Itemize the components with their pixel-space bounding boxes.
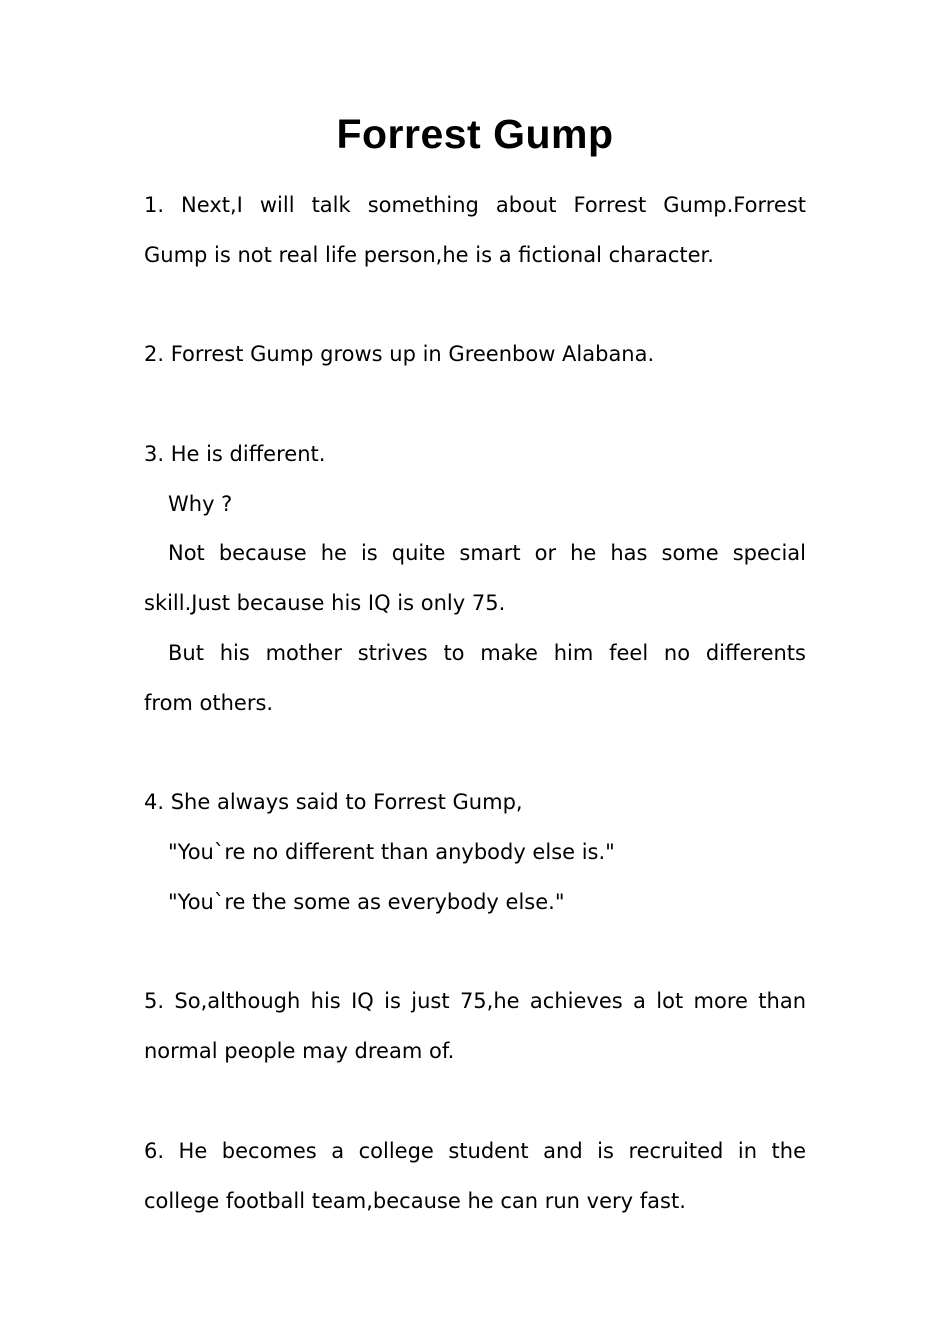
paragraph-6-line-2: college football team,because he can run very fast.: [144, 1189, 686, 1213]
paragraph-2-line-1: 2. Forrest Gump grows up in Greenbow Alabana.: [144, 342, 655, 366]
paragraph-3-question: Why ?: [168, 492, 233, 516]
paragraph-3-answer-line-1: Not because he is quite smart or he has some special: [168, 541, 806, 565]
paragraph-5-line-2: normal people may dream of.: [144, 1039, 455, 1063]
paragraph-6-line-1: 6. He becomes a college student and is recruited in the: [144, 1139, 806, 1163]
paragraph-4-line-1: 4. She always said to Forrest Gump,: [144, 790, 523, 814]
paragraph-3-line-1: 3. He is different.: [144, 442, 326, 466]
paragraph-3-mother-line-1: But his mother strives to make him feel no differents: [168, 641, 806, 665]
paragraph-1-line-1: 1. Next,I will talk something about Forrest Gump.Forrest: [144, 193, 806, 217]
paragraph-3-answer-line-2: skill.Just because his IQ is only 75.: [144, 591, 506, 615]
paragraph-5-line-1: 5. So,although his IQ is just 75,he achieves a lot more than: [144, 989, 806, 1013]
paragraph-4-quote-1: "You`re no different than anybody else is.": [168, 840, 615, 864]
paragraph-1-line-2: Gump is not real life person,he is a fictional character.: [144, 243, 714, 267]
paragraph-3-mother-line-2: from others.: [144, 691, 274, 715]
page-title: Forrest Gump: [336, 111, 614, 157]
paragraph-4-quote-2: "You`re the some as everybody else.": [168, 890, 565, 914]
